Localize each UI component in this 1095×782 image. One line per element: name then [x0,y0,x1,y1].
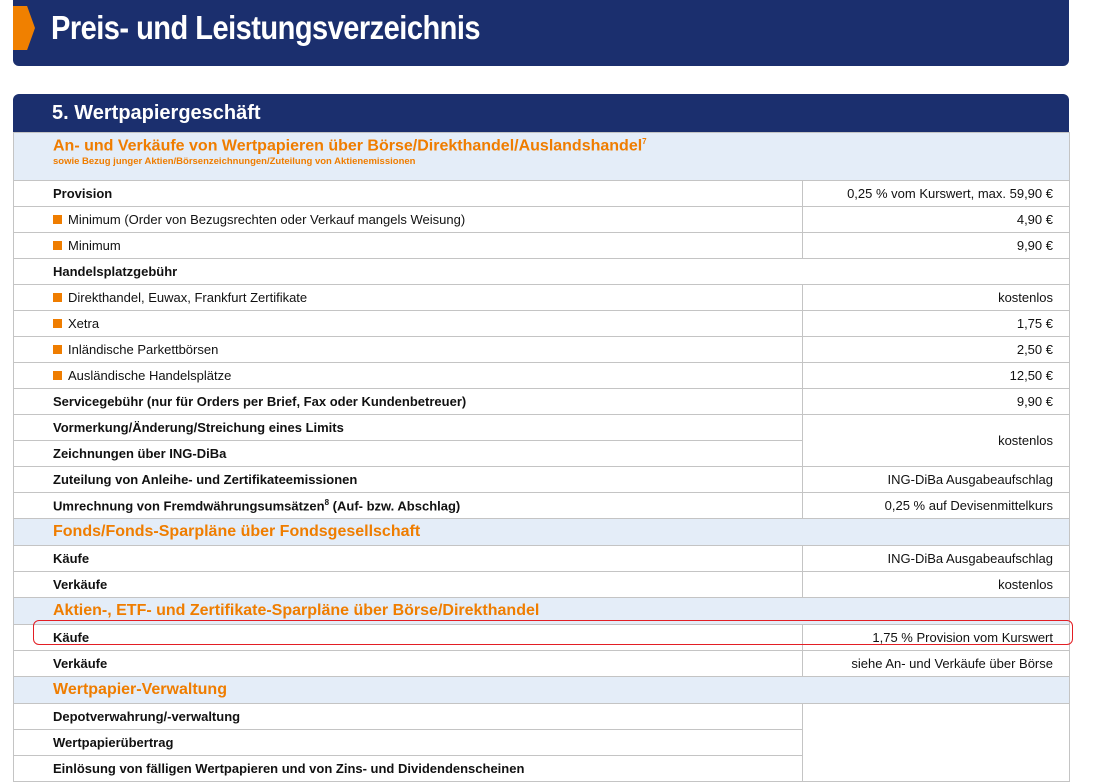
row-value: kostenlos [803,572,1070,598]
orange-square-bullet-icon [53,293,62,302]
orange-square-bullet-icon [53,319,62,328]
orange-tab-marker [13,6,35,50]
footnote-marker: 7 [642,137,647,146]
table-row [14,363,1070,389]
table-row [14,311,1070,337]
row-label: Vormerkung/Änderung/Streichung eines Limits [14,415,803,441]
row-value: 9,90 € [803,389,1070,415]
row-label-cell [14,233,803,259]
row-label: Provision [14,181,803,207]
table-row [14,285,1070,311]
row-label: Xetra [68,316,100,331]
category-header [14,598,1070,625]
row-value: kostenlos [803,285,1070,311]
row-value: 1,75 % Provision vom Kurswert [803,625,1070,651]
orange-square-bullet-icon [53,241,62,250]
row-label: Depotverwahrung/-verwaltung [14,704,803,730]
table-row [14,233,1070,259]
header-banner [13,0,1069,66]
row-label-cell [14,363,803,389]
row-label: Wertpapierübertrag [14,730,803,756]
row-value: 0,25 % auf Devisenmittelkurs [803,493,1070,519]
row-value: ING-DiBa Ausgabeaufschlag [803,467,1070,493]
row-value: ING-DiBa Ausgabeaufschlag [803,546,1070,572]
row-label: Käufe [14,546,803,572]
table-row [14,467,1070,493]
table-row [14,337,1070,363]
table-row [14,415,1070,441]
row-label: Einlösung von fälligen Wertpapieren und von Zins- und Dividendenscheinen [14,756,803,782]
row-label: Ausländische Handelsplätze [68,368,232,383]
row-label: Käufe [14,625,803,651]
table-row [14,704,1070,730]
row-label: Inländische Parkettbörsen [68,342,219,357]
row-value: 9,90 € [803,233,1070,259]
row-label: Minimum (Order von Bezugsrechten oder Verkauf mangels Weisung) [68,212,466,227]
table-row [14,546,1070,572]
table-row [14,493,1070,519]
category-subtitle: sowie Bezug junger Aktien/Börsenzeichnungen/Zuteilung von Aktienemissionen [53,156,416,168]
row-label: Direkthandel, Euwax, Frankfurt Zertifikate [68,290,308,305]
orange-square-bullet-icon [53,215,62,224]
row-value: 4,90 € [803,207,1070,233]
row-label-cell [14,493,803,519]
table-row [14,572,1070,598]
row-label-cell [14,311,803,337]
row-value: 0,25 % vom Kurswert, max. 59,90 € [803,181,1070,207]
row-value: 2,50 € [803,337,1070,363]
category-title: Fonds/Fonds-Sparpläne über Fondsgesellschaft [14,519,1070,546]
table-row [14,181,1070,207]
row-value: kostenlos [803,415,1070,467]
section-header [13,94,1069,132]
orange-square-bullet-icon [53,345,62,354]
table-row [14,625,1070,651]
footnote-marker: 8 [324,497,330,507]
row-value: 12,50 € [803,363,1070,389]
table-row [14,389,1070,415]
row-label-suffix: (Auf- bzw. Abschlag) [329,498,461,514]
row-label: Handelsplatzgebühr [14,259,1070,285]
fee-table [13,132,1070,782]
category-title: An- und Verkäufe von Wertpapieren über Börse/Direkthandel/Auslandshandel [53,137,643,155]
category-header [14,519,1070,546]
category-title: Aktien-, ETF- und Zertifikate-Sparpläne über Börse/Direkthandel [14,598,1070,625]
row-label: Zeichnungen über ING-DiBa [14,441,803,467]
category-title: Wertpapier-Verwaltung [14,677,1070,704]
category-header [14,677,1070,704]
table-row [14,259,1070,285]
row-label: Zuteilung von Anleihe- und Zertifikateemissionen [14,467,803,493]
category-cell [14,133,1070,181]
table-row [14,207,1070,233]
table-row [14,651,1070,677]
row-value: 1,75 € [803,311,1070,337]
row-value: siehe An- und Verkäufe über Börse [803,651,1070,677]
row-label: Verkäufe [14,651,803,677]
row-label: Umrechnung von Fremdwährungsumsätzen [53,498,325,514]
section-title: 5. Wertpapiergeschäft [52,102,261,124]
row-label-cell [14,285,803,311]
orange-square-bullet-icon [53,371,62,380]
category-header [14,133,1070,181]
row-label-cell [14,207,803,233]
row-value-empty [803,704,1070,782]
page-title: Preis- und Leistungsverzeichnis [51,9,481,46]
row-label: Minimum [68,238,121,253]
row-label: Servicegebühr (nur für Orders per Brief, Fax oder Kundenbetreuer) [14,389,803,415]
row-label-cell [14,337,803,363]
row-label: Verkäufe [14,572,803,598]
